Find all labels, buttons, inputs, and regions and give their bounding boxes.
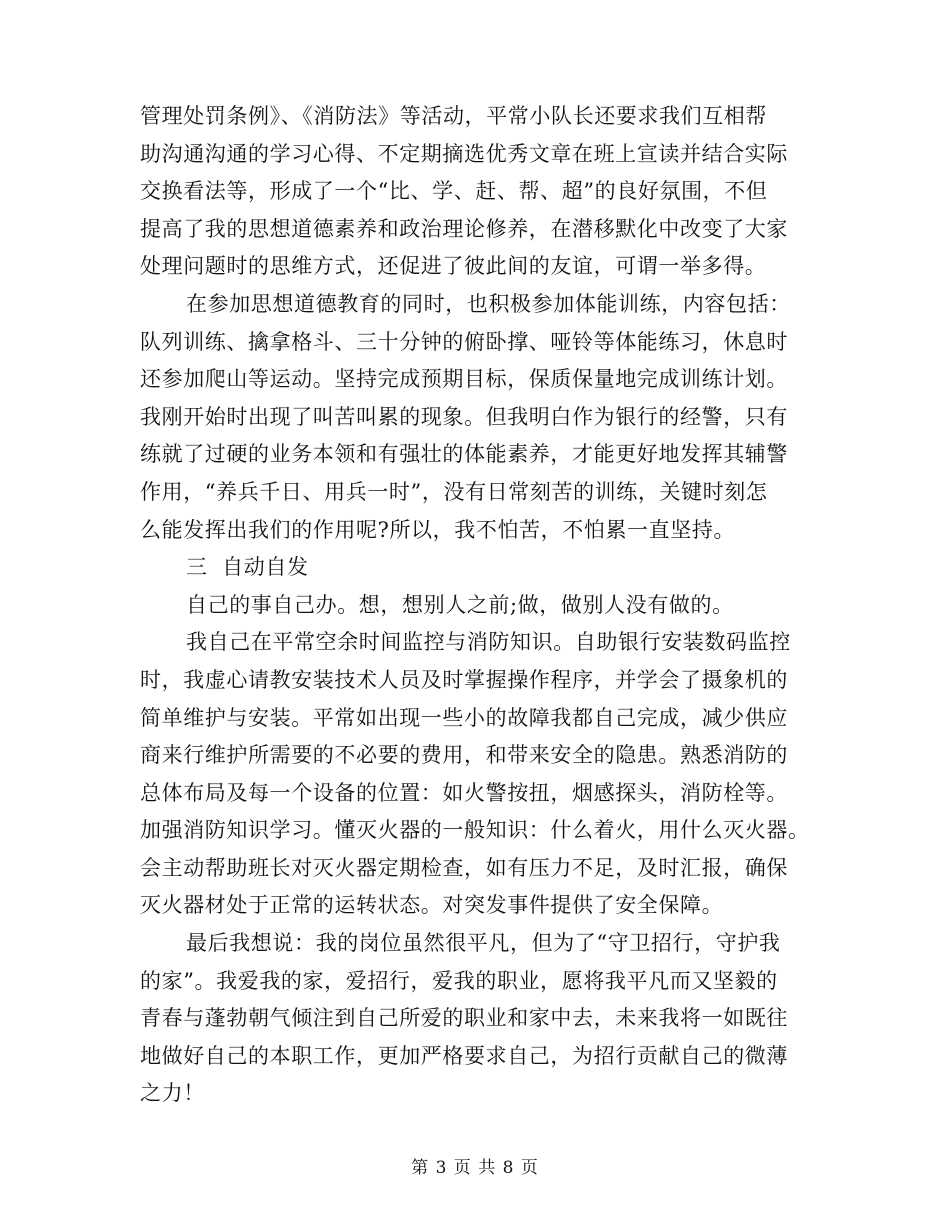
text-line: 队列训练、擒拿格斗、三十分钟的俯卧撑、哑铃等体能练习，休息时 xyxy=(140,329,788,354)
text-line: 最后我想说：我的岗位虽然很平凡，但为了“守卫招行，守护我 xyxy=(186,931,781,956)
text-line: 我刚开始时出现了叫苦叫累的现象。但我明白作为银行的经警，只有 xyxy=(140,404,788,429)
text-line: 时，我虚心请教安装技术人员及时掌握操作程序，并学会了摄象机的 xyxy=(140,667,788,692)
text-line: 简单维护与安装。平常如出现一些小的故障我都自己完成，减少供应 xyxy=(140,705,788,730)
text-line: 会主动帮助班长对灭火器定期检查，如有压力不足，及时汇报，确保 xyxy=(140,855,788,880)
paragraph xyxy=(140,98,810,286)
paragraph xyxy=(140,587,810,625)
text-line: 还参加爬山等运动。坚持完成预期目标，保质保量地完成训练计划。 xyxy=(140,367,788,392)
text-line: 青春与蓬勃朝气倾注到自己所爱的职业和家中去，未来我将一如既往 xyxy=(140,1006,788,1031)
document-body xyxy=(140,98,810,1113)
page-number-footer: 第 3 页 共 8 页 xyxy=(411,1158,539,1178)
section-heading xyxy=(140,549,810,587)
text-line: 提高了我的思想道德素养和政治理论修养，在潜移默化中改变了大家 xyxy=(140,216,788,241)
text-line: 总体布局及每一个设备的位置：如火警按扭，烟感探头，消防栓等。 xyxy=(140,780,788,805)
paragraph xyxy=(140,624,810,925)
text-line: 灭火器材处于正常的运转状态。对突发事件提供了安全保障。 xyxy=(140,893,724,918)
text-line: 在参加思想道德教育的同时，也积极参加体能训练，内容包括： xyxy=(186,291,791,316)
text-line: 么能发挥出我们的作用呢?所以，我不怕苦，不怕累一直坚持。 xyxy=(140,517,736,542)
text-line: 练就了过硬的业务本领和有强壮的体能素养，才能更好地发挥其辅警 xyxy=(140,442,788,467)
text-line: 交换看法等，形成了一个“比、学、赶、帮、超”的良好氛围，不但 xyxy=(140,179,768,204)
text-line: 助沟通沟通的学习心得、不定期摘选优秀文章在班上宣读并结合实际 xyxy=(140,141,788,166)
section-heading-text: 三 自动自发 xyxy=(186,555,309,580)
text-line: 处理问题时的思维方式，还促进了彼此间的友谊，可谓一举多得。 xyxy=(140,254,767,279)
text-line: 加强消防知识学习。懂灭火器的一般知识：什么着火，用什么灭火器。 xyxy=(140,818,810,843)
text-line: 我自己在平常空余时间监控与消防知识。自助银行安装数码监控 xyxy=(186,630,791,655)
paragraph xyxy=(140,286,810,549)
paragraph xyxy=(140,925,810,1113)
text-line: 的家”。我爱我的家，爱招行，爱我的职业，愿将我平凡而又坚毅的 xyxy=(140,968,778,993)
text-line: 商来行维护所需要的不必要的费用，和带来安全的隐患。熟悉消防的 xyxy=(140,743,788,768)
text-line: 地做好自己的本职工作，更加严格要求自己，为招行贡献自己的微薄 xyxy=(140,1043,788,1068)
text-line: 作用，“养兵千日、用兵一时”，没有日常刻苦的训练，关键时刻怎 xyxy=(140,479,768,504)
text-line: 管理处罚条例》、《消防法》等活动，平常小队长还要求我们互相帮 xyxy=(140,104,767,128)
text-line: 自己的事自己办。想，想别人之前;做，做别人没有做的。 xyxy=(186,592,734,617)
text-line: 之力！ xyxy=(140,1081,205,1106)
